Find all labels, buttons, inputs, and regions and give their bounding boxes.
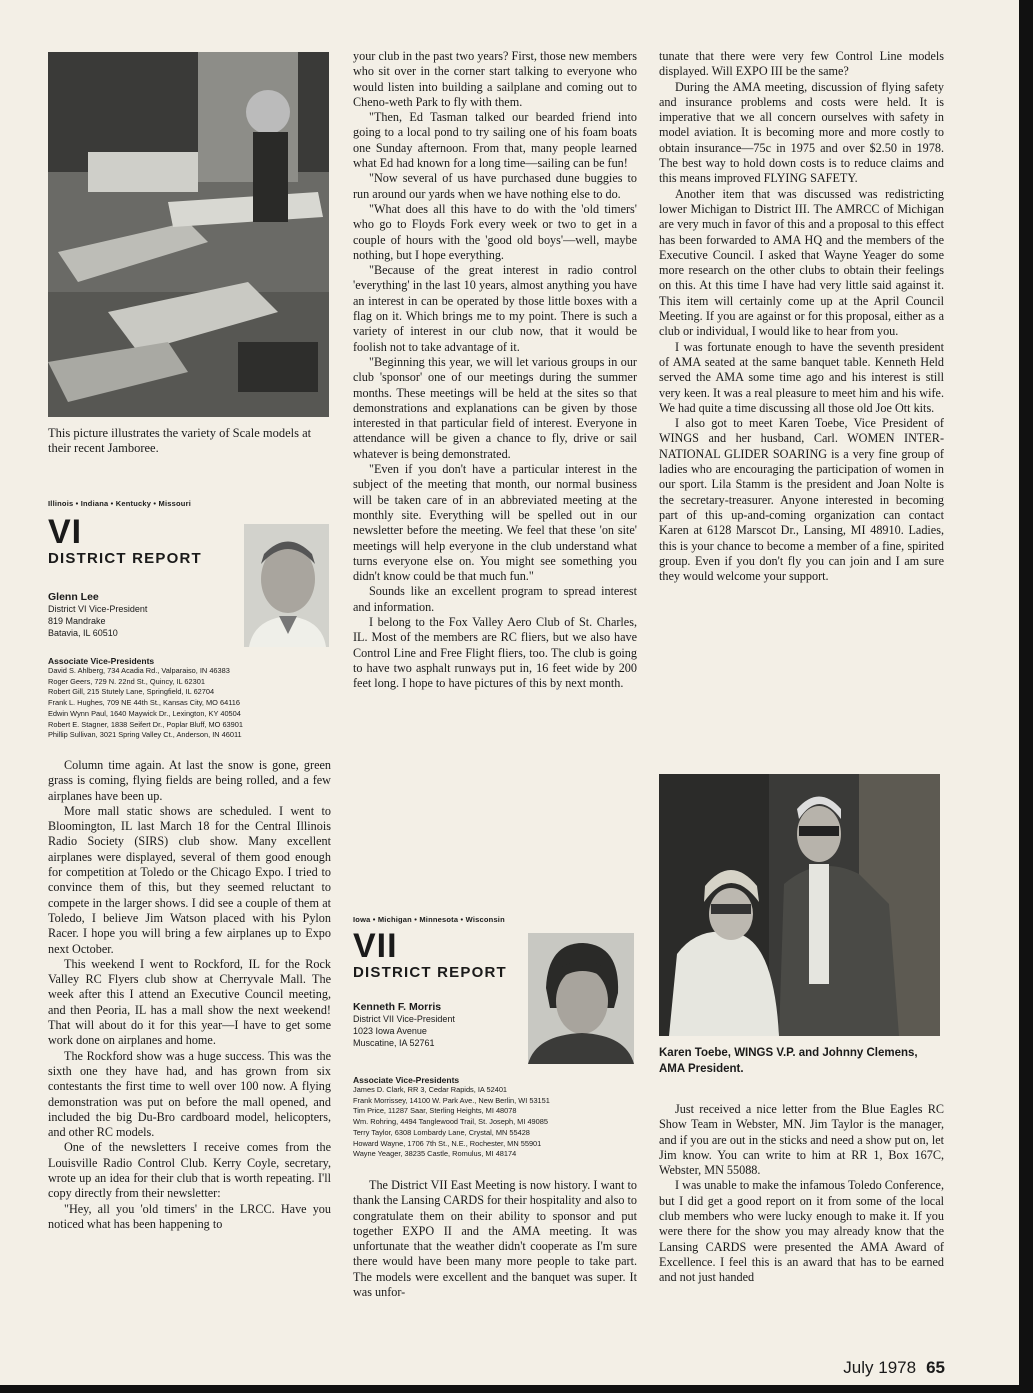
paragraph: The District VII East Meeting is now history. I want to thank the Lansing CARDS for their hospitality and also to congratulate them on their ability to sponsor and put together EXPO II and the AMA meeting. It was unfortunate that the weather didn't cooperate as I'm sure there would have been many more people to take part. The models were excellent and the banquet was super. It was unfor- (353, 1178, 638, 1300)
paragraph: "Even if you don't have a particular interest in the subject of the meeting that month, our normal business will be taken care of in an abbreviated meeting at the monthly site. Everything will be spelled out in our newsletter before the meeting. We feel that these 'on site' meetings will help everyone in the club understand what turns everyone else on. You might see something you didn't know could be that much fun." (353, 462, 637, 584)
glenn-lee-image (244, 524, 329, 647)
paragraph: "Now several of us have purchased dune buggies to run around our yards when we have nothing else to do. (353, 171, 637, 201)
paragraph: This weekend I went to Rockford, IL for the Rock Valley RC Flyers club show at Cherryvale Mall. The week after this I attend an Executive Council meeting, and then Peoria, IL has a mall show the next weekend! That will about do it for this year—I have to get some work done on airplanes and home. (48, 956, 331, 1048)
column2b-text (353, 1178, 637, 1300)
paragraph: I belong to the Fox Valley Aero Club of St. Charles, IL. Most of the members are RC fliers, but we also have Control Line and Free Flight fliers, too. The club is going to have two asphalt runways put in, 16 feet wide by 200 feet long. I hope to have pictures of this by next month. (353, 614, 637, 691)
associate-vp: Terry Taylor, 6308 Lombardy Lane, Crystal, MN 55428 (353, 1127, 530, 1137)
paragraph: Column time again. At last the snow is gone, green grass is coming, flying fields are being rolled, and a few airplanes have been up. (48, 758, 331, 803)
district7-vp-title: District VII Vice-President (353, 1014, 455, 1024)
issue-date: July 1978 (843, 1358, 917, 1377)
associate-vp: Phillip Sullivan, 3021 Spring Valley Ct., Anderson, IN 46011 (48, 730, 242, 740)
paragraph: During the AMA meeting, discussion of flying safety and insurance problems and costs were held. It is imperative that we all concern ourselves with safety in model aviation. It is becoming more and more costly to obtain insurance—75c in 1975 and over $2.50 in 1978. The best way to hold down costs is to reduce claims and this means improved FLYING SAFETY. (659, 79, 944, 186)
district6-associates-heading: Associate Vice-Presidents (48, 656, 155, 666)
paragraph: Another item that was discussed was redistricting lower Michigan to District III. The AMRCC of Michigan are very much in favor of this and a proposal to this effect has been forwarded to AMA HQ and the members of the Executive Council. I asked that Wayne Yeager do some more research on the other clubs to obtain their feelings on this. At this time I have had very little said against it. This item will certainly come up at the April Council Meeting. If you are against or for this proposal, either as a club or individual, I would like to hear from you. (659, 186, 944, 339)
associate-vp: Wm. Rohring, 4494 Tanglewood Trail, St. Joseph, MI 49085 (353, 1117, 548, 1127)
district7-number: VII (353, 927, 398, 965)
associate-vp: James D. Clark, RR 3, Cedar Rapids, IA 52401 (353, 1085, 508, 1094)
associate-vp: Howard Wayne, 1706 7th St., N.E., Rochester, MN 55901 (353, 1138, 542, 1148)
associate-vp: Robert E. Stagner, 1838 Seifert Dr., Poplar Bluff, MO 63901 (48, 719, 244, 729)
glenn-lee-portrait (244, 524, 329, 647)
paragraph: "Beginning this year, we will let various groups in our club 'sponsor' one of our meetings during the summer months. These meetings will be held at the sites so that demonstrations and explanations can be given by those interested in that particular field of interest. Everyone in attendance will be given a chance to fly, drive or sail whatever is being demonstrated. (353, 354, 637, 461)
scale-models-photo (48, 52, 329, 417)
district7-vp-address2: Muscatine, IA 52761 (353, 1038, 435, 1048)
kenneth-morris-portrait (528, 933, 634, 1064)
district7-associates-heading: Associate Vice-Presidents (353, 1075, 460, 1085)
column3-text (659, 49, 944, 584)
paragraph: Sounds like an excellent program to spread interest and information. (353, 584, 637, 614)
district6-associates (48, 656, 338, 741)
associate-vp: David S. Ahlberg, 734 Acadia Rd., Valparaiso, IN 46383 (48, 666, 230, 675)
paragraph: I was fortunate enough to have the seventh president of AMA seated at the same banquet table. Kenneth Held served the AMA some time ago and his interest is still very keen. It was a real pleasure to meet him and his wife. We had quite a time discussing all those old Joe Ott kits. (659, 339, 944, 415)
district6-number: VI (48, 513, 83, 551)
paragraph: Just received a nice letter from the Blue Eagles RC Show Team in Webster, MN. Jim Taylor is the manager, and if you are out in the sticks and need a show put on, let Jim know. You can write to him at RR 1, Box 167C, Webster, MN 55088. (659, 1102, 944, 1178)
paragraph: The Rockford show was a huge success. This was the sixth one they have had, and has grown from six contestants the first time to well over 100 now. A flying demonstration was put on before the mall opened, and included the big Du-Bro cardboard model, helicopters, and other RC models. (48, 1048, 331, 1140)
kenneth-morris-image (528, 933, 634, 1064)
paragraph: "Then, Ed Tasman talked our bearded friend into going to a local pond to try sailing one of his foam boats one Sunday afternoon. From that, many people learned what Ed had known for a long time—sailing can be fun! (353, 110, 637, 171)
paragraph: "Hey, all you 'old timers' in the LRCC. Have you noticed what has been happening to (48, 1201, 331, 1231)
associate-vp: Frank L. Hughes, 709 NE 44th St., Kansas City, MO 64116 (48, 698, 240, 708)
paragraph: "Because of the great interest in radio control 'everything' in the last 10 years, almost anything you have an interest in can be operated by those little boxes with a flag on it. Which brings me to my point. There is such a variety of interest in our club now, that it would be foolish not to take advantage of it. (353, 263, 637, 354)
district6-vp-address2: Batavia, IL 60510 (48, 628, 118, 638)
associate-vp: Roger Geers, 729 N. 22nd St., Quincy, IL 62301 (48, 676, 205, 686)
photo1-caption: This picture illustrates the variety of Scale models at their recent Jamboree. (48, 426, 312, 455)
column3b-text (659, 1102, 944, 1286)
photo2-caption: Karen Toebe, WINGS V.P. and Johnny Clemens, AMA President. (659, 1047, 918, 1075)
column1-text (48, 758, 331, 1232)
district7-vp-address1: 1023 Iowa Avenue (353, 1026, 427, 1036)
associate-vp: Edwin Wynn Paul, 1640 Maywick Dr., Lexington, KY 40504 (48, 708, 241, 718)
page-number: 65 (926, 1358, 945, 1377)
associate-vp: Robert Gill, 215 Stutely Lane, Springfield, IL 62704 (48, 687, 215, 697)
page-footer (843, 1358, 945, 1378)
paragraph: One of the newsletters I receive comes from the Louisville Radio Control Club. Kerry Coyle, secretary, wrote up an idea for their club that is worth repeating. I'll copy directly from their newsletter: (48, 1140, 331, 1201)
paragraph: your club in the past two years? First, those new members who sit over in the corner start talking to everyone who would listen into building a sailplane and coming out to Cheno-weth Park to fly with them. (353, 49, 637, 109)
district6-header (48, 499, 238, 639)
scale-models-image (48, 52, 329, 417)
district7-associates (353, 1075, 643, 1160)
district7-header (353, 915, 523, 1049)
associate-vp: Frank Morrissey, 14100 W. Park Ave., New Berlin, WI 53151 (353, 1095, 550, 1105)
paragraph: I was unable to make the infamous Toledo Conference, but I did get a good report on it from some of the local club members who were lucky enough to make it. If you were there for the show you may already know that the Lansing CARDS were presented the AMA Award of Excellence. I feel this is an award that has to be earned and not just handed (659, 1178, 944, 1285)
district6-vp-title: District VI Vice-President (48, 604, 148, 614)
column2-text (353, 49, 637, 691)
toebe-clemens-photo (659, 774, 940, 1036)
scan-edge-right (1019, 0, 1033, 1393)
associate-vp: Tim Price, 11287 Saar, Sterling Heights, MI 48078 (353, 1106, 517, 1116)
paragraph: I also got to meet Karen Toebe, Vice President of WINGS and her husband, Carl. WOMEN INTER-NATIONAL GLIDER SOARING is a very fine group of ladies who are encouraging the participation of women in our sport. Lila Stamm is the president and Joan Nolte is the secretary-treasurer. Anyone interested in becoming part of this up-and-coming organization can contact Karen at 6128 Marscot Dr., Lansing, MI 48910. Ladies, this is your chance to become a member of a fine, spirited group. Even if you don't fly you can join and I am sure they would welcome your support. (659, 416, 944, 584)
district6-title: DISTRICT REPORT (48, 550, 202, 567)
district6-states: Illinois • Indiana • Kentucky • Missouri (48, 499, 191, 508)
district6-vp-address1: 819 Mandrake (48, 616, 106, 626)
paragraph: More mall static shows are scheduled. I went to Bloomington, IL last March 18 for the Central Illinois Radio Society (SIRS) club show. Many excellent airplanes were displayed, several of them good enough for competition at Toledo or the Chicago Expo. I tried to convince them of this, but they seemed reluctant to compete in the larger shows. I did see a couple of them at Toledo, I believe Jim Watson placed with his Pylon Racer. I hope you will bring a few airplanes up to Expo next October. (48, 803, 331, 956)
paragraph: "What does all this have to do with the 'old timers' who go to Floyds Fork every week or two to get in a couple of hours with the 'good old boys'—well, maybe nothing, but I hope everything. (353, 201, 637, 262)
district7-states: Iowa • Michigan • Minnesota • Wisconsin (353, 915, 505, 924)
paragraph: tunate that there were very few Control Line models displayed. Will EXPO III be the same? (659, 49, 944, 79)
scan-edge-bottom (0, 1385, 1033, 1393)
district7-title: DISTRICT REPORT (353, 964, 507, 981)
district6-vp-name: Glenn Lee (48, 591, 99, 603)
district7-vp-name: Kenneth F. Morris (353, 1001, 442, 1013)
toebe-clemens-image (659, 774, 940, 1036)
associate-vp: Wayne Yeager, 38235 Castle, Romulus, MI 48174 (353, 1149, 517, 1159)
